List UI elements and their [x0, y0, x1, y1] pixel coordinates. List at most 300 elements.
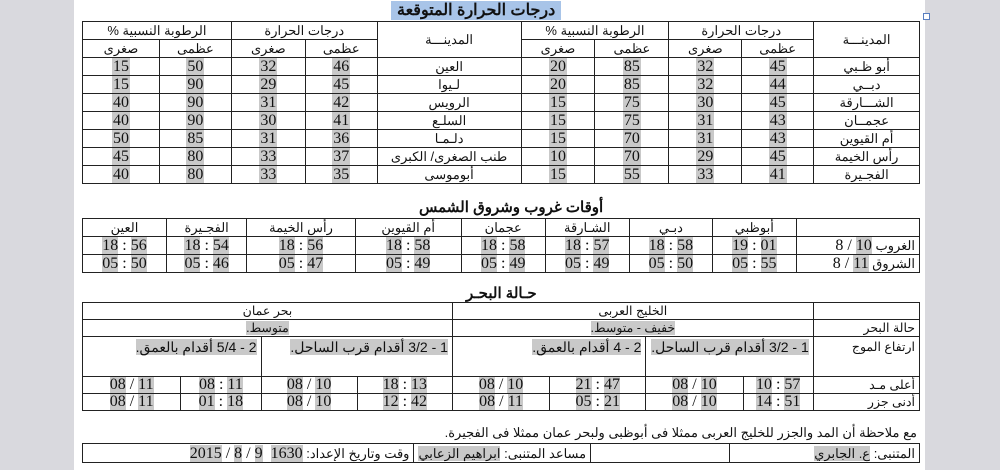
humidity-min: 10: [550, 147, 567, 165]
high-tide-label: أعلى مـد: [813, 377, 919, 394]
sunrise-time-part: 49: [593, 254, 610, 272]
sea-corner-cell: [813, 303, 919, 320]
temperature-table: [82, 21, 920, 184]
humidity-min-cell: [521, 94, 595, 112]
sunrise-label-cell: [796, 255, 919, 273]
humidity-min-cell: [521, 58, 595, 76]
humidity-max: 50: [187, 57, 204, 75]
temp-min-cell: [669, 130, 742, 148]
humidity-max: 75: [623, 93, 640, 111]
gulf-state: خفيف - متوسط.: [590, 321, 676, 335]
temperature-row: [83, 94, 920, 112]
humidity-max-cell: [595, 148, 669, 166]
sunrise-time-part: 05: [385, 254, 402, 272]
humidity-max: 75: [623, 111, 640, 129]
sun-header-row: [83, 219, 920, 237]
humidity-max-cell: [595, 76, 669, 94]
high-tide-date-part: 10: [315, 376, 332, 393]
sunrise-time-part: 47: [307, 254, 324, 272]
sunrise-time: 05 : 49: [545, 255, 629, 273]
high-tide-time-part: 21: [575, 376, 592, 393]
humidity-min-cell: [83, 112, 160, 130]
temp-min-cell: [669, 76, 742, 94]
sunset-time-part: 18: [648, 236, 665, 254]
low-tide-time-part: 14: [755, 393, 772, 410]
sunset-month: 8: [835, 236, 844, 254]
city-name: عجمــان: [814, 112, 920, 130]
issued-year: 2015: [189, 444, 222, 462]
low-tide-time-part: 21: [603, 393, 620, 410]
high-tide-time-part: 18: [382, 376, 399, 393]
sunrise-time: 05 : 46: [166, 255, 246, 273]
sunrise-time: 05 : 47: [247, 255, 355, 273]
humidity-max-cell: [159, 112, 231, 130]
sun-city: أبوظبي: [712, 219, 796, 237]
temp-min: 29: [260, 75, 277, 93]
humidity-min: 15: [550, 129, 567, 147]
city-name: السلـع: [377, 112, 521, 130]
temperature-title: درجات الحرارة المتوقعة: [391, 1, 561, 20]
sunset-time: 18 : 58: [461, 237, 545, 255]
humidity-max: 80: [187, 147, 204, 165]
low-tide-time: 05 : 21: [550, 394, 646, 411]
high-tide-date-part: 11: [138, 376, 154, 393]
humidity-max: 85: [623, 75, 640, 93]
high-tide-date: 08 / 10: [646, 377, 743, 394]
humidity-min-cell: [83, 76, 160, 94]
humidity-max-cell: [159, 58, 231, 76]
temp-max-cell: [305, 166, 377, 184]
temperature-row: [83, 112, 920, 130]
humidity-min-cell: [521, 166, 595, 184]
temp-max-cell: [305, 94, 377, 112]
issued-day: 9: [254, 444, 263, 462]
temp-min-cell: [231, 58, 305, 76]
temp-header: درجات الحرارة: [669, 22, 814, 40]
low-tide-date-part: 11: [138, 393, 154, 410]
issued-month: 8: [234, 444, 243, 462]
high-tide-date-part: 08: [286, 376, 303, 393]
humidity-min: 40: [112, 165, 129, 183]
temp-max: 45: [769, 57, 786, 75]
humidity-min-cell: [83, 130, 160, 148]
humidity-max-cell: [159, 76, 231, 94]
temp-min-cell: [231, 130, 305, 148]
sunset-time-part: 57: [593, 236, 610, 254]
temp-max: 43: [769, 111, 786, 129]
high-tide-time-part: 57: [784, 376, 801, 393]
city-header: المدينـــة: [377, 22, 521, 58]
sunset-time: 18 : 58: [629, 237, 712, 255]
issued-cell: وقت وتاريخ الإعداد: 2015 / 8 / 9 1630: [83, 444, 414, 463]
sunrise-time-part: 55: [760, 254, 777, 272]
high-tide-row: [83, 377, 920, 394]
sunset-time-part: 58: [509, 236, 526, 254]
sun-city: دبـي: [629, 219, 712, 237]
temp-max-cell: [305, 148, 377, 166]
sunset-time: 18 : 57: [545, 237, 629, 255]
sunrise-day: 11: [853, 254, 869, 272]
city-name: لـيوا: [377, 76, 521, 94]
temp-max: 45: [769, 93, 786, 111]
low-tide-time-part: 18: [227, 393, 244, 410]
humidity-max: 70: [623, 147, 640, 165]
sunrise-time: 05 : 50: [629, 255, 712, 273]
sunrise-time-part: 05: [648, 254, 665, 272]
sunset-time-part: 58: [414, 236, 431, 254]
temperature-row: [83, 166, 920, 184]
sunset-sep: /: [847, 236, 852, 254]
sunset-time-part: 18: [102, 236, 119, 254]
oman-state: متوسط.: [246, 321, 289, 335]
assistant-label: مساعد المتنبى:: [504, 445, 587, 461]
sunset-day: 10: [855, 236, 872, 254]
temperature-row: [83, 130, 920, 148]
temp-max: 43: [769, 129, 786, 147]
city-header: المدينـــة: [814, 22, 920, 58]
sunset-time: 18 : 56: [247, 237, 355, 255]
low-tide-time-part: 01: [198, 393, 215, 410]
max-header: عظمى: [305, 40, 377, 58]
sunrise-time: 05 : 49: [355, 255, 461, 273]
low-tide-time-part: 12: [382, 393, 399, 410]
sun-city: عجمان: [461, 219, 545, 237]
temp-min-cell: [231, 76, 305, 94]
humidity-min-cell: [83, 148, 160, 166]
humidity-max: 90: [187, 93, 204, 111]
sun-city: العين: [83, 219, 167, 237]
humidity-min-cell: [521, 112, 595, 130]
temp-max: 46: [333, 57, 350, 75]
sun-table: [82, 218, 920, 273]
humidity-max: 55: [623, 165, 640, 183]
humidity-min: 15: [550, 111, 567, 129]
sunrise-time-part: 05: [102, 254, 119, 272]
temp-max-cell: [742, 166, 814, 184]
high-tide-date-part: 08: [109, 376, 126, 393]
sea-state-label: حالة البحر: [813, 320, 919, 337]
sea-table: [82, 302, 920, 411]
temp-min-cell: [231, 94, 305, 112]
humidity-max-cell: [595, 112, 669, 130]
wave-label: ارتفاع الموج: [813, 337, 919, 377]
temp-max-cell: [742, 112, 814, 130]
sunrise-sep: /: [844, 254, 850, 272]
city-name: طنب الصغرى/ الكبرى: [377, 148, 521, 166]
humidity-max-cell: [159, 148, 231, 166]
city-name: دبــي: [814, 76, 920, 94]
humidity-min: 20: [550, 57, 567, 75]
humidity-min: 15: [112, 57, 129, 75]
tide-note: مع ملاحظة أن المد والجزر للخليج العربى ممثلا فى أبوظبى ولبحر عمان ممثلا فى الفجيرة.: [444, 425, 917, 440]
gulf-wave-coast: 1 - 3/2 أقدام قرب الساحل.: [651, 339, 809, 355]
humidity-max-cell: [159, 94, 231, 112]
temp-min: 33: [260, 165, 277, 183]
temp-max: 35: [333, 165, 350, 183]
sunrise-time-part: 05: [184, 254, 201, 272]
humidity-min-cell: [521, 130, 595, 148]
humidity-min-cell: [83, 166, 160, 184]
temp-min: 31: [697, 129, 714, 147]
humidity-min: 40: [112, 93, 129, 111]
sunset-time-part: 58: [677, 236, 694, 254]
city-name: أبو ظـبي: [814, 58, 920, 76]
humidity-max-cell: [595, 130, 669, 148]
temp-max: 42: [333, 93, 350, 111]
sunrise-time: 05 : 55: [712, 255, 796, 273]
min-header: صغرى: [231, 40, 305, 58]
sun-city: أم القيوين: [355, 219, 461, 237]
max-header: عظمى: [159, 40, 231, 58]
humidity-max: 80: [187, 165, 204, 183]
sunrise-month: 8: [832, 254, 841, 272]
sunrise-time-part: 49: [509, 254, 526, 272]
low-tide-date: 08 / 10: [646, 394, 743, 411]
table-anchor-icon: [923, 13, 930, 20]
temp-min: 31: [260, 129, 277, 147]
low-tide-time-part: 05: [575, 393, 592, 410]
temp-min-cell: [669, 58, 742, 76]
high-tide-time-part: 13: [411, 376, 428, 393]
low-tide-date: 08 / 11: [83, 394, 181, 411]
sunset-time-part: 56: [130, 236, 147, 254]
humidity-min-cell: [521, 148, 595, 166]
document-page: [74, 0, 925, 470]
temp-max: 41: [769, 165, 786, 183]
sun-city: الشـارقة: [545, 219, 629, 237]
high-tide-date-part: 10: [700, 376, 717, 393]
humidity-max: 85: [187, 129, 204, 147]
temperature-row: [83, 76, 920, 94]
temp-min-cell: [669, 166, 742, 184]
forecaster-name: ع. الجابري: [814, 445, 871, 461]
sunrise-time-part: 05: [481, 254, 497, 272]
sunrise-row: [83, 255, 920, 273]
temp-min: 32: [697, 57, 714, 75]
temp-max-cell: [742, 76, 814, 94]
sunset-row: [83, 237, 920, 255]
low-tide-date: 08 / 10: [261, 394, 357, 411]
low-tide-date-part: 11: [507, 393, 523, 410]
max-header: عظمى: [595, 40, 669, 58]
temperature-row: [83, 58, 920, 76]
temp-min-cell: [231, 166, 305, 184]
forecaster-cell: [730, 444, 920, 463]
sunset-time-part: 19: [732, 236, 749, 254]
assistant-name: ابراهيم الزعابي: [418, 445, 501, 461]
sunset-time: 18 : 56: [83, 237, 167, 255]
high-tide-date: 08 / 11: [83, 377, 181, 394]
high-tide-time: 10 : 57: [743, 377, 813, 394]
temp-header: درجات الحرارة: [231, 22, 377, 40]
temp-max-cell: [305, 76, 377, 94]
low-tide-date: 08 / 11: [452, 394, 549, 411]
low-tide-time: 14 : 51: [743, 394, 813, 411]
temp-min-cell: [231, 112, 305, 130]
low-tide-date-part: 08: [672, 393, 689, 410]
temp-min: 32: [260, 57, 277, 75]
humidity-max-cell: [159, 166, 231, 184]
high-tide-time-part: 08: [198, 376, 215, 393]
temp-min: 30: [260, 111, 277, 129]
low-tide-date-part: 10: [700, 393, 717, 410]
sunrise-time-part: 05: [732, 254, 749, 272]
city-name: الرويس: [377, 94, 521, 112]
low-tide-date-part: 08: [479, 393, 496, 410]
city-name: الشـــارقة: [814, 94, 920, 112]
temp-max: 45: [769, 147, 786, 165]
high-tide-date: 08 / 10: [452, 377, 549, 394]
sun-corner-cell: [796, 219, 919, 237]
min-header: صغرى: [83, 40, 160, 58]
sunset-time-part: 18: [565, 236, 582, 254]
sunset-time-part: 18: [481, 236, 497, 254]
sunrise-time: 05 : 50: [83, 255, 167, 273]
humidity-min: 50: [112, 129, 129, 147]
temp-max: 41: [333, 111, 350, 129]
sunrise-time-part: 05: [565, 254, 582, 272]
temp-max-cell: [742, 130, 814, 148]
humidity-min: 15: [550, 93, 567, 111]
sunset-time: 18 : 58: [355, 237, 461, 255]
forecaster-label: المتنبى:: [873, 445, 915, 461]
sunset-time-part: 18: [385, 236, 402, 254]
temp-max: 37: [333, 147, 350, 165]
city-name: الفجـيرة: [814, 166, 920, 184]
temp-min: 32: [697, 75, 714, 93]
humidity-max-cell: [595, 166, 669, 184]
humidity-min-cell: [83, 58, 160, 76]
temp-max: 45: [333, 75, 350, 93]
oman-wave-coast: 1 - 3/2 أقدام قرب الساحل.: [290, 339, 448, 355]
humidity-min: 40: [112, 111, 129, 129]
sunset-label-cell: [796, 237, 919, 255]
humidity-min: 15: [550, 165, 567, 183]
sunrise-time-part: 50: [677, 254, 694, 272]
temp-min: 31: [260, 93, 277, 111]
humidity-min: 45: [112, 147, 129, 165]
temp-max-cell: [742, 58, 814, 76]
max-header: عظمى: [742, 40, 814, 58]
sunset-time-part: 54: [212, 236, 229, 254]
sunrise-time-part: 46: [212, 254, 229, 272]
temperature-row: [83, 148, 920, 166]
humidity-max-cell: [159, 130, 231, 148]
high-tide-date-part: 10: [507, 376, 524, 393]
sunrise-label: الشروق: [872, 255, 915, 271]
humidity-max: 85: [623, 57, 640, 75]
city-name: أم القيوين: [814, 130, 920, 148]
low-tide-date-part: 08: [286, 393, 303, 410]
temp-min-cell: [669, 148, 742, 166]
min-header: صغرى: [521, 40, 595, 58]
gulf-header: الخليج العربى: [452, 303, 813, 320]
oman-header: بحر عمان: [83, 303, 453, 320]
humidity-max: 90: [187, 111, 204, 129]
temp-max-cell: [742, 94, 814, 112]
high-tide-time-part: 10: [755, 376, 772, 393]
temp-min: 30: [697, 93, 714, 111]
high-tide-time: 08 : 11: [181, 377, 261, 394]
low-tide-date-part: 08: [109, 393, 126, 410]
temp-max-cell: [305, 58, 377, 76]
issued-label: وقت وتاريخ الإعداد:: [306, 445, 410, 461]
city-name: دلـمـا: [377, 130, 521, 148]
low-tide-row: [83, 394, 920, 411]
sunset-time: 18 : 54: [166, 237, 246, 255]
high-tide-time-part: 11: [227, 376, 243, 393]
sunset-time: 19 : 01: [712, 237, 796, 255]
sun-city: الفجـيرة: [166, 219, 246, 237]
humidity-header: الرطوبة النسبية %: [521, 22, 669, 40]
temp-min-cell: [669, 94, 742, 112]
temp-min: 33: [260, 147, 277, 165]
sunset-time-part: 18: [184, 236, 201, 254]
humidity-min: 20: [550, 75, 567, 93]
humidity-min-cell: [83, 94, 160, 112]
temp-max: 36: [333, 129, 350, 147]
sunset-time-part: 01: [760, 236, 777, 254]
low-tide-time-part: 42: [411, 393, 428, 410]
humidity-header: الرطوبة النسبية %: [83, 22, 232, 40]
sunrise-time: 05 : 49: [461, 255, 545, 273]
sea-title: حـالة البحـر: [466, 285, 537, 302]
low-tide-time: 01 : 18: [181, 394, 261, 411]
sunset-label: الغروب: [875, 237, 915, 253]
humidity-max: 70: [623, 129, 640, 147]
sunrise-time-part: 49: [414, 254, 431, 272]
high-tide-time: 18 : 13: [357, 377, 452, 394]
temp-min: 29: [697, 147, 714, 165]
min-header: صغرى: [669, 40, 742, 58]
humidity-max-cell: [595, 94, 669, 112]
humidity-max-cell: [595, 58, 669, 76]
sun-city: رأس الخيمة: [247, 219, 355, 237]
high-tide-date-part: 08: [672, 376, 689, 393]
assistant-cell: [414, 444, 591, 463]
temp-max-cell: [742, 148, 814, 166]
low-tide-label: أدنى جزر: [813, 394, 919, 411]
sunset-time-part: 56: [307, 236, 324, 254]
temp-max-cell: [305, 112, 377, 130]
temp-min-cell: [231, 148, 305, 166]
humidity-min: 15: [112, 75, 129, 93]
high-tide-date: 08 / 10: [261, 377, 357, 394]
oman-wave-deep: 2 - 5/4 أقدام بالعمق.: [135, 339, 257, 355]
low-tide-time-part: 51: [784, 393, 801, 410]
temp-max: 44: [769, 75, 786, 93]
low-tide-time: 12 : 42: [357, 394, 452, 411]
humidity-max: 90: [187, 75, 204, 93]
footer-table: [82, 443, 920, 463]
temp-max-cell: [305, 130, 377, 148]
sunset-time-part: 18: [278, 236, 295, 254]
issued-time: 1630: [270, 444, 303, 462]
sun-title: أوقات غروب وشروق الشمس: [419, 199, 604, 216]
sunrise-time-part: 50: [130, 254, 147, 272]
city-name: أبوموسى: [377, 166, 521, 184]
city-name: العين: [377, 58, 521, 76]
empty-cell: [591, 444, 730, 463]
humidity-min-cell: [521, 76, 595, 94]
gulf-wave-deep: 2 - 4 أقدام بالعمق.: [532, 339, 642, 355]
high-tide-date-part: 08: [478, 376, 495, 393]
low-tide-date-part: 10: [315, 393, 332, 410]
high-tide-time-part: 47: [603, 376, 620, 393]
temp-min: 31: [697, 111, 714, 129]
city-name: رأس الخيمة: [814, 148, 920, 166]
temp-min-cell: [669, 112, 742, 130]
